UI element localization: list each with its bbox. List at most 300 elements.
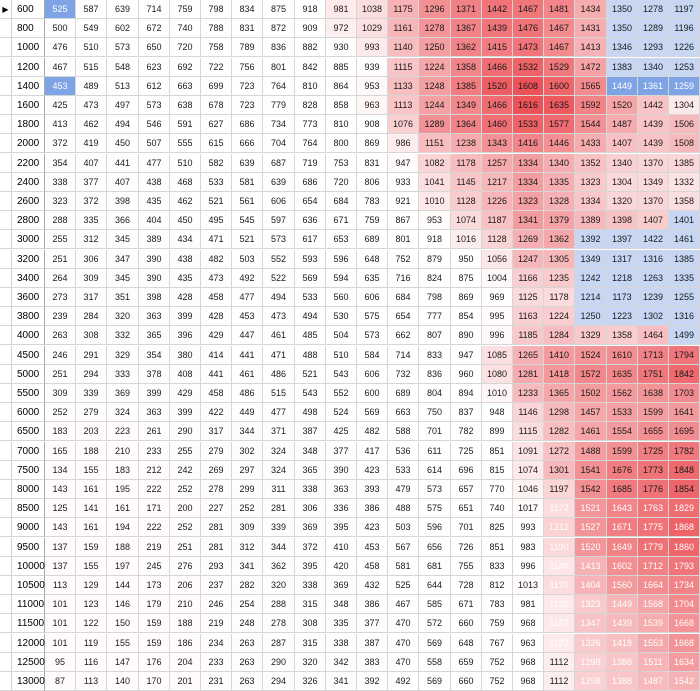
table-cell[interactable]: 234: [201, 634, 232, 653]
table-cell[interactable]: 510: [326, 346, 357, 365]
table-cell[interactable]: 482: [201, 250, 232, 269]
row-selector[interactable]: [0, 576, 12, 595]
table-cell[interactable]: 831: [357, 154, 388, 173]
table-cell[interactable]: 377: [357, 614, 388, 633]
table-cell[interactable]: 150: [107, 614, 139, 633]
table-cell[interactable]: 485: [295, 326, 326, 345]
table-cell[interactable]: 1074: [513, 461, 544, 480]
table-cell[interactable]: 288: [45, 211, 76, 230]
table-cell[interactable]: 479: [388, 480, 419, 499]
table-cell[interactable]: 1038: [357, 0, 388, 19]
table-cell[interactable]: 533: [295, 288, 326, 307]
table-cell[interactable]: 188: [76, 442, 107, 461]
table-cell[interactable]: 1224: [544, 307, 575, 326]
table-cell[interactable]: 309: [45, 384, 76, 403]
table-cell[interactable]: 996: [513, 557, 544, 576]
table-cell[interactable]: 188: [170, 614, 201, 633]
table-cell[interactable]: 1385: [669, 250, 700, 269]
table-cell[interactable]: 885: [326, 58, 357, 77]
table-cell[interactable]: 252: [232, 499, 263, 518]
table-cell[interactable]: 921: [388, 192, 419, 211]
table-cell[interactable]: 204: [170, 653, 201, 672]
table-cell[interactable]: 467: [388, 595, 419, 614]
table-cell[interactable]: 101: [45, 614, 76, 633]
table-cell[interactable]: 294: [76, 365, 107, 384]
table-cell[interactable]: 113: [45, 576, 76, 595]
table-cell[interactable]: 231: [201, 672, 232, 691]
table-cell[interactable]: 569: [295, 269, 326, 288]
table-cell[interactable]: 206: [170, 576, 201, 595]
table-cell[interactable]: 759: [357, 211, 388, 230]
table-cell[interactable]: 1340: [544, 154, 575, 173]
table-cell[interactable]: 276: [170, 557, 201, 576]
table-cell[interactable]: 968: [513, 614, 544, 633]
table-cell[interactable]: 155: [107, 634, 139, 653]
table-cell[interactable]: 1350: [607, 0, 638, 19]
table-row[interactable]: [0, 192, 700, 211]
table-cell[interactable]: 369: [295, 518, 326, 537]
table-cell[interactable]: 1388: [607, 653, 638, 672]
row-selector[interactable]: [0, 634, 12, 653]
table-cell[interactable]: 255: [45, 230, 76, 249]
table-cell[interactable]: 918: [295, 0, 326, 19]
table-cell[interactable]: 407: [76, 154, 107, 173]
table-cell[interactable]: 223: [107, 422, 139, 441]
table-cell[interactable]: 324: [107, 403, 139, 422]
table-cell[interactable]: 468: [170, 173, 201, 192]
table-cell[interactable]: 801: [388, 230, 419, 249]
table-cell[interactable]: 1773: [638, 461, 669, 480]
table-cell[interactable]: 1610: [607, 346, 638, 365]
table-cell[interactable]: 290: [263, 653, 295, 672]
table-cell[interactable]: 344: [232, 422, 263, 441]
table-cell[interactable]: 1365: [544, 384, 575, 403]
table-cell[interactable]: 1364: [451, 115, 482, 134]
table-row[interactable]: [0, 77, 700, 96]
table-cell[interactable]: 1329: [575, 326, 607, 345]
table-cell[interactable]: 972: [326, 19, 357, 38]
table-cell[interactable]: 393: [357, 480, 388, 499]
table-cell[interactable]: 1076: [388, 115, 419, 134]
table-row[interactable]: [0, 288, 700, 307]
table-cell[interactable]: 1467: [513, 0, 544, 19]
table-cell[interactable]: 969: [482, 288, 513, 307]
table-cell[interactable]: 1565: [575, 77, 607, 96]
table-cell[interactable]: 1649: [607, 538, 638, 557]
table-cell[interactable]: 171: [139, 499, 170, 518]
row-selector[interactable]: [0, 96, 12, 115]
table-cell[interactable]: 723: [232, 77, 263, 96]
table-cell[interactable]: 335: [326, 614, 357, 633]
table-cell[interactable]: 671: [451, 595, 482, 614]
table-cell[interactable]: 473: [76, 96, 107, 115]
table-cell[interactable]: 263: [232, 672, 263, 691]
table-cell[interactable]: 326: [295, 672, 326, 691]
table-cell[interactable]: 810: [326, 115, 357, 134]
table-cell[interactable]: 573: [139, 96, 170, 115]
table-cell[interactable]: 1643: [607, 499, 638, 518]
table-cell[interactable]: 908: [357, 115, 388, 134]
table-cell[interactable]: 453: [357, 538, 388, 557]
table-cell[interactable]: 1238: [451, 134, 482, 153]
table-cell[interactable]: 1476: [513, 19, 544, 38]
table-cell[interactable]: 812: [482, 576, 513, 595]
table-cell[interactable]: 438: [170, 250, 201, 269]
row-selector[interactable]: [0, 403, 12, 422]
table-cell[interactable]: 194: [107, 518, 139, 537]
table-cell[interactable]: 1046: [513, 480, 544, 499]
table-cell[interactable]: 197: [107, 557, 139, 576]
table-cell[interactable]: 686: [232, 115, 263, 134]
table-cell[interactable]: 600: [357, 384, 388, 403]
table-cell[interactable]: 581: [388, 557, 419, 576]
table-cell[interactable]: 362: [263, 557, 295, 576]
table-cell[interactable]: 947: [451, 346, 482, 365]
table-cell[interactable]: 1334: [513, 154, 544, 173]
table-cell[interactable]: 660: [451, 672, 482, 691]
table-cell[interactable]: 701: [419, 422, 451, 441]
table-cell[interactable]: 1265: [513, 346, 544, 365]
table-cell[interactable]: 201: [170, 672, 201, 691]
table-cell[interactable]: 227: [201, 499, 232, 518]
table-cell[interactable]: 317: [201, 422, 232, 441]
table-cell[interactable]: 960: [451, 365, 482, 384]
table-cell[interactable]: 278: [263, 614, 295, 633]
table-cell[interactable]: 555: [170, 134, 201, 153]
table-row[interactable]: [0, 307, 700, 326]
table-cell[interactable]: 1302: [638, 307, 669, 326]
table-cell[interactable]: 492: [388, 672, 419, 691]
table-cell[interactable]: 273: [45, 288, 76, 307]
table-cell[interactable]: 533: [388, 461, 419, 480]
table-cell[interactable]: 281: [263, 499, 295, 518]
table-cell[interactable]: 686: [295, 173, 326, 192]
table-cell[interactable]: 1734: [669, 576, 700, 595]
table-cell[interactable]: 392: [357, 672, 388, 691]
table-cell[interactable]: 569: [357, 403, 388, 422]
table-cell[interactable]: 495: [201, 211, 232, 230]
table-cell[interactable]: 251: [45, 365, 76, 384]
table-cell[interactable]: 533: [201, 173, 232, 192]
table-cell[interactable]: 660: [451, 614, 482, 633]
table-cell[interactable]: 252: [45, 403, 76, 422]
table-cell[interactable]: 1085: [482, 346, 513, 365]
table-cell[interactable]: 363: [326, 480, 357, 499]
table-cell[interactable]: 1442: [482, 0, 513, 19]
table-cell[interactable]: 1413: [575, 38, 607, 57]
table-cell[interactable]: 1242: [575, 269, 607, 288]
table-cell[interactable]: 477: [139, 154, 170, 173]
table-cell[interactable]: 372: [295, 538, 326, 557]
table-cell[interactable]: 1272: [544, 442, 575, 461]
table-row[interactable]: [0, 250, 700, 269]
table-cell[interactable]: 1502: [575, 384, 607, 403]
table-cell[interactable]: 1553: [638, 634, 669, 653]
table-cell[interactable]: 1794: [669, 346, 700, 365]
table-cell[interactable]: 134: [45, 461, 76, 480]
table-cell[interactable]: 995: [482, 307, 513, 326]
table-cell[interactable]: 1289: [638, 19, 669, 38]
table-cell[interactable]: 510: [170, 154, 201, 173]
table-cell[interactable]: 834: [232, 0, 263, 19]
table-cell[interactable]: 144: [107, 576, 139, 595]
table-cell[interactable]: 515: [76, 58, 107, 77]
table-cell[interactable]: 279: [76, 403, 107, 422]
table-cell[interactable]: 441: [232, 346, 263, 365]
table-row[interactable]: [0, 211, 700, 230]
table-cell[interactable]: 869: [357, 134, 388, 153]
table-cell[interactable]: 161: [107, 499, 139, 518]
table-cell[interactable]: 1508: [669, 134, 700, 153]
row-selector[interactable]: [0, 211, 12, 230]
table-cell[interactable]: 1173: [607, 288, 638, 307]
table-cell[interactable]: 497: [107, 96, 139, 115]
table-cell[interactable]: 1775: [638, 518, 669, 537]
table-cell[interactable]: 453: [232, 307, 263, 326]
table-cell[interactable]: 1133: [388, 77, 419, 96]
table-cell[interactable]: 1335: [669, 269, 700, 288]
table-cell[interactable]: 462: [170, 192, 201, 211]
table-cell[interactable]: 573: [263, 230, 295, 249]
table-cell[interactable]: 308: [295, 614, 326, 633]
table-cell[interactable]: 116: [76, 653, 107, 672]
table-cell[interactable]: 447: [232, 326, 263, 345]
table-cell[interactable]: 1367: [451, 19, 482, 38]
table-cell[interactable]: 470: [388, 614, 419, 633]
table-row[interactable]: [0, 634, 700, 653]
table-cell[interactable]: 233: [201, 653, 232, 672]
table-cell[interactable]: 1259: [669, 77, 700, 96]
table-cell[interactable]: 1599: [638, 403, 669, 422]
table-cell[interactable]: 399: [170, 307, 201, 326]
table-cell[interactable]: 596: [419, 518, 451, 537]
table-row[interactable]: [0, 672, 700, 691]
table-cell[interactable]: 879: [419, 250, 451, 269]
table-cell[interactable]: 1472: [575, 58, 607, 77]
table-cell[interactable]: 161: [76, 480, 107, 499]
table-cell[interactable]: 869: [451, 288, 482, 307]
table-cell[interactable]: 369: [326, 576, 357, 595]
table-cell[interactable]: 1457: [575, 403, 607, 422]
table-cell[interactable]: 515: [263, 384, 295, 403]
table-cell[interactable]: 210: [170, 595, 201, 614]
table-cell[interactable]: 530: [326, 307, 357, 326]
table-cell[interactable]: 569: [419, 672, 451, 691]
table-cell[interactable]: 596: [326, 250, 357, 269]
table-cell[interactable]: 767: [482, 634, 513, 653]
row-selector[interactable]: [0, 77, 12, 96]
table-cell[interactable]: 219: [201, 614, 232, 633]
table-cell[interactable]: 638: [170, 96, 201, 115]
table-cell[interactable]: 521: [295, 365, 326, 384]
table-cell[interactable]: 345: [107, 230, 139, 249]
table-cell[interactable]: 770: [482, 480, 513, 499]
table-cell[interactable]: 1685: [607, 480, 638, 499]
table-cell[interactable]: 723: [232, 96, 263, 115]
table-cell[interactable]: 1616: [513, 96, 544, 115]
table-cell[interactable]: 644: [419, 576, 451, 595]
row-selector[interactable]: [0, 307, 12, 326]
table-cell[interactable]: 788: [201, 19, 232, 38]
table-cell[interactable]: 390: [139, 250, 170, 269]
table-cell[interactable]: 1317: [607, 250, 638, 269]
table-row[interactable]: [0, 38, 700, 57]
table-cell[interactable]: 648: [357, 250, 388, 269]
table-cell[interactable]: 1544: [575, 115, 607, 134]
table-cell[interactable]: 386: [357, 499, 388, 518]
table-cell[interactable]: 1212: [544, 518, 575, 537]
table-cell[interactable]: 477: [263, 403, 295, 422]
table-cell[interactable]: 1239: [638, 288, 669, 307]
table-cell[interactable]: 494: [295, 307, 326, 326]
table-cell[interactable]: 684: [388, 288, 419, 307]
table-cell[interactable]: 573: [107, 38, 139, 57]
table-row[interactable]: [0, 173, 700, 192]
table-cell[interactable]: 309: [232, 518, 263, 537]
table-cell[interactable]: 720: [170, 38, 201, 57]
row-selector[interactable]: [0, 557, 12, 576]
table-cell[interactable]: 1323: [513, 192, 544, 211]
table-cell[interactable]: 953: [357, 77, 388, 96]
table-cell[interactable]: 1671: [607, 518, 638, 537]
table-cell[interactable]: 654: [295, 192, 326, 211]
table-cell[interactable]: 1346: [607, 38, 638, 57]
table-cell[interactable]: 1017: [513, 499, 544, 518]
table-cell[interactable]: 1401: [669, 211, 700, 230]
table-cell[interactable]: 320: [295, 653, 326, 672]
table-cell[interactable]: 636: [295, 211, 326, 230]
row-selector[interactable]: [0, 230, 12, 249]
table-cell[interactable]: 831: [232, 19, 263, 38]
table-cell[interactable]: 290: [170, 422, 201, 441]
row-selector[interactable]: [0, 461, 12, 480]
table-cell[interactable]: 933: [388, 173, 419, 192]
table-cell[interactable]: 753: [326, 154, 357, 173]
table-cell[interactable]: 489: [76, 77, 107, 96]
table-cell[interactable]: 338: [295, 480, 326, 499]
table-cell[interactable]: 503: [232, 250, 263, 269]
table-cell[interactable]: 1782: [669, 442, 700, 461]
table-cell[interactable]: 324: [263, 461, 295, 480]
table-cell[interactable]: 129: [76, 576, 107, 595]
row-selector[interactable]: ▶: [0, 0, 12, 19]
table-cell[interactable]: 1554: [607, 422, 638, 441]
table-cell[interactable]: 453: [45, 77, 76, 96]
table-cell[interactable]: 251: [170, 538, 201, 557]
table-cell[interactable]: 1185: [513, 326, 544, 345]
table-cell[interactable]: 1635: [607, 365, 638, 384]
table-cell[interactable]: 1140: [388, 38, 419, 57]
table-cell[interactable]: 789: [232, 38, 263, 57]
table-cell[interactable]: 1410: [544, 346, 575, 365]
table-cell[interactable]: 1371: [451, 0, 482, 19]
table-cell[interactable]: 339: [76, 384, 107, 403]
table-cell[interactable]: 366: [107, 211, 139, 230]
table-cell[interactable]: 758: [201, 38, 232, 57]
table-cell[interactable]: 1506: [669, 115, 700, 134]
table-cell[interactable]: 297: [232, 461, 263, 480]
table-cell[interactable]: 389: [139, 230, 170, 249]
table-cell[interactable]: 101: [45, 634, 76, 653]
table-cell[interactable]: 1125: [513, 288, 544, 307]
table-cell[interactable]: 338: [326, 634, 357, 653]
table-cell[interactable]: 1487: [638, 672, 669, 691]
table-cell[interactable]: 719: [295, 154, 326, 173]
table-cell[interactable]: 1163: [513, 307, 544, 326]
table-cell[interactable]: 1415: [482, 38, 513, 57]
table-cell[interactable]: 720: [326, 173, 357, 192]
table-cell[interactable]: 1328: [544, 192, 575, 211]
table-cell[interactable]: 476: [45, 38, 76, 57]
table-cell[interactable]: 585: [419, 595, 451, 614]
table-cell[interactable]: 1439: [607, 614, 638, 633]
table-cell[interactable]: 503: [388, 518, 419, 537]
table-row[interactable]: [0, 19, 700, 38]
table-cell[interactable]: 425: [45, 96, 76, 115]
table-cell[interactable]: 1323: [575, 173, 607, 192]
table-cell[interactable]: 1298: [575, 672, 607, 691]
table-cell[interactable]: 1608: [513, 77, 544, 96]
table-cell[interactable]: 1282: [544, 422, 575, 441]
table-cell[interactable]: 582: [201, 154, 232, 173]
table-cell[interactable]: 1091: [513, 442, 544, 461]
table-cell[interactable]: 1289: [419, 115, 451, 134]
table-cell[interactable]: 681: [419, 557, 451, 576]
table-cell[interactable]: 1197: [544, 480, 575, 499]
table-row[interactable]: [0, 58, 700, 77]
table-row[interactable]: [0, 480, 700, 499]
table-cell[interactable]: 513: [107, 77, 139, 96]
table-cell[interactable]: 1244: [419, 96, 451, 115]
table-cell[interactable]: 1439: [638, 115, 669, 134]
table-cell[interactable]: 648: [451, 634, 482, 653]
table-cell[interactable]: 269: [201, 461, 232, 480]
table-cell[interactable]: 390: [326, 461, 357, 480]
table-cell[interactable]: 338: [295, 576, 326, 595]
table-cell[interactable]: 302: [232, 442, 263, 461]
table-cell[interactable]: 435: [170, 269, 201, 288]
table-cell[interactable]: 255: [170, 442, 201, 461]
table-cell[interactable]: 312: [76, 230, 107, 249]
table-cell[interactable]: 183: [45, 422, 76, 441]
table-cell[interactable]: 363: [139, 403, 170, 422]
table-cell[interactable]: 842: [295, 58, 326, 77]
table-cell[interactable]: 611: [419, 442, 451, 461]
table-cell[interactable]: 317: [76, 288, 107, 307]
table-cell[interactable]: 1332: [669, 173, 700, 192]
table-cell[interactable]: 575: [419, 499, 451, 518]
table-cell[interactable]: 588: [388, 422, 419, 441]
table-cell[interactable]: 1392: [575, 230, 607, 249]
table-cell[interactable]: 462: [76, 115, 107, 134]
table-cell[interactable]: 281: [201, 518, 232, 537]
table-cell[interactable]: 1442: [638, 96, 669, 115]
table-cell[interactable]: 450: [107, 134, 139, 153]
table-cell[interactable]: 1278: [638, 0, 669, 19]
table-cell[interactable]: 320: [107, 307, 139, 326]
table-cell[interactable]: 1854: [669, 480, 700, 499]
table-cell[interactable]: 800: [326, 134, 357, 153]
table-cell[interactable]: 1250: [419, 38, 451, 57]
table-cell[interactable]: 1431: [575, 19, 607, 38]
table-cell[interactable]: 606: [263, 192, 295, 211]
table-cell[interactable]: 1284: [544, 326, 575, 345]
table-cell[interactable]: 779: [263, 96, 295, 115]
table-cell[interactable]: 1416: [513, 134, 544, 153]
table-cell[interactable]: 1112: [544, 653, 575, 672]
table-cell[interactable]: 1529: [544, 58, 575, 77]
table-cell[interactable]: 155: [76, 557, 107, 576]
